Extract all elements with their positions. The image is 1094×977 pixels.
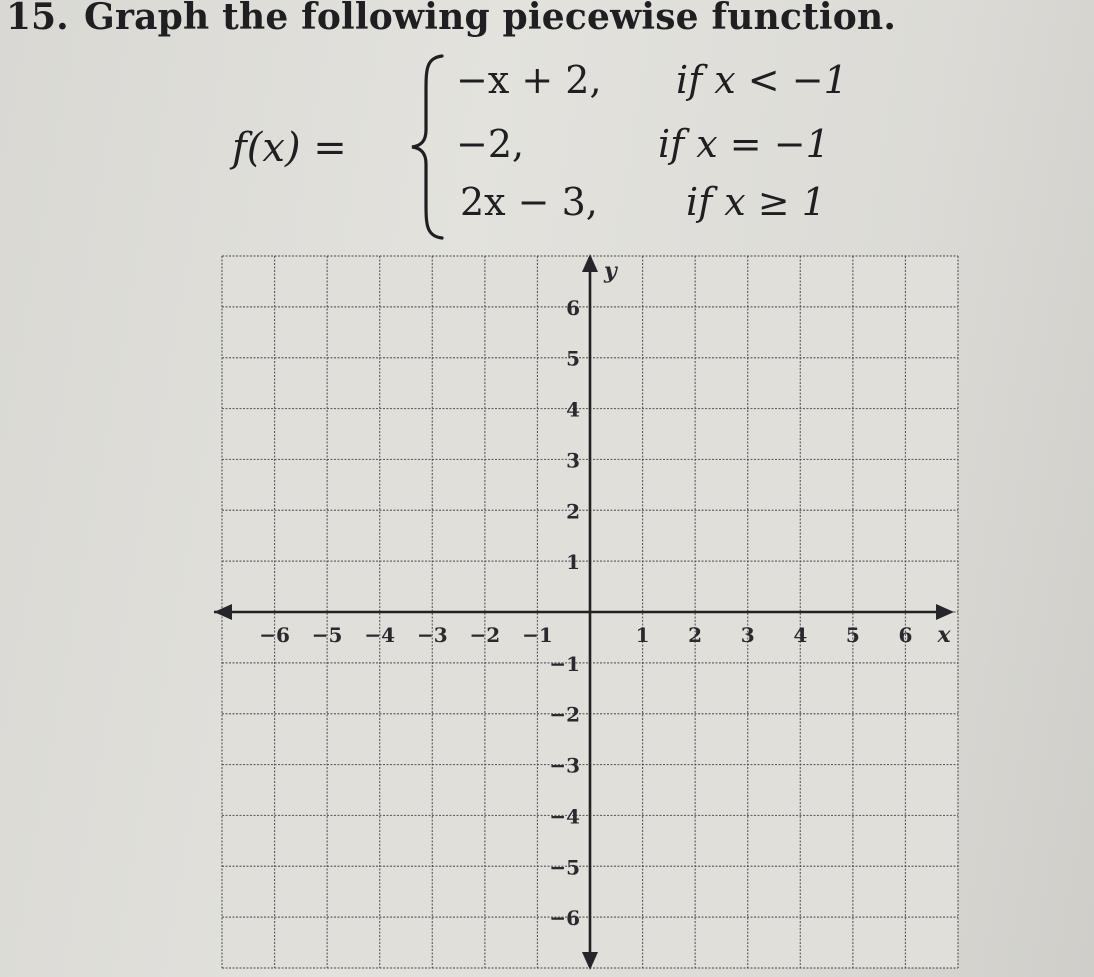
y-tick-label: −2 (549, 702, 580, 727)
question-prompt: Graph the following piecewise function. (84, 0, 897, 38)
case-3-condition: if x ≥ 1 (686, 180, 826, 224)
function-lhs: f(x) = (232, 125, 347, 171)
case-1-expression: −x + 2, (456, 58, 602, 102)
y-tick-label: 4 (566, 397, 580, 422)
y-tick-label: 5 (566, 346, 580, 371)
case-3-expression: 2x − 3, (460, 180, 598, 224)
x-tick-label: −1 (522, 623, 553, 647)
y-tick-label: 3 (566, 448, 580, 473)
case-1-condition: if x < −1 (676, 58, 848, 102)
case-2-expression: −2, (456, 122, 525, 166)
x-tick-label: 5 (845, 623, 860, 647)
y-tick-label: 1 (566, 550, 580, 575)
y-tick-label: 2 (566, 499, 580, 524)
x-tick-label: −5 (311, 623, 343, 647)
x-tick-label: 3 (740, 623, 755, 647)
y-tick-label: −3 (549, 753, 580, 778)
y-tick-label: −4 (549, 804, 580, 829)
x-tick-label: −6 (259, 623, 290, 647)
x-tick-label: 2 (688, 623, 703, 647)
y-tick-label: 6 (566, 295, 580, 320)
x-tick-label: 6 (898, 623, 913, 647)
x-tick-label: −4 (364, 623, 396, 647)
y-axis-label: y (604, 258, 617, 284)
case-2-condition: if x = −1 (658, 122, 830, 166)
x-tick-label: −3 (416, 623, 448, 647)
y-tick-label: −5 (549, 855, 580, 880)
question-number: 15. (6, 0, 69, 38)
x-tick-label: 1 (635, 623, 650, 647)
x-tick-label: −2 (469, 623, 501, 647)
x-tick-label: 4 (793, 623, 808, 647)
x-axis-label: x (937, 622, 951, 648)
y-tick-label: −6 (549, 906, 580, 931)
y-tick-label: −1 (549, 651, 580, 676)
